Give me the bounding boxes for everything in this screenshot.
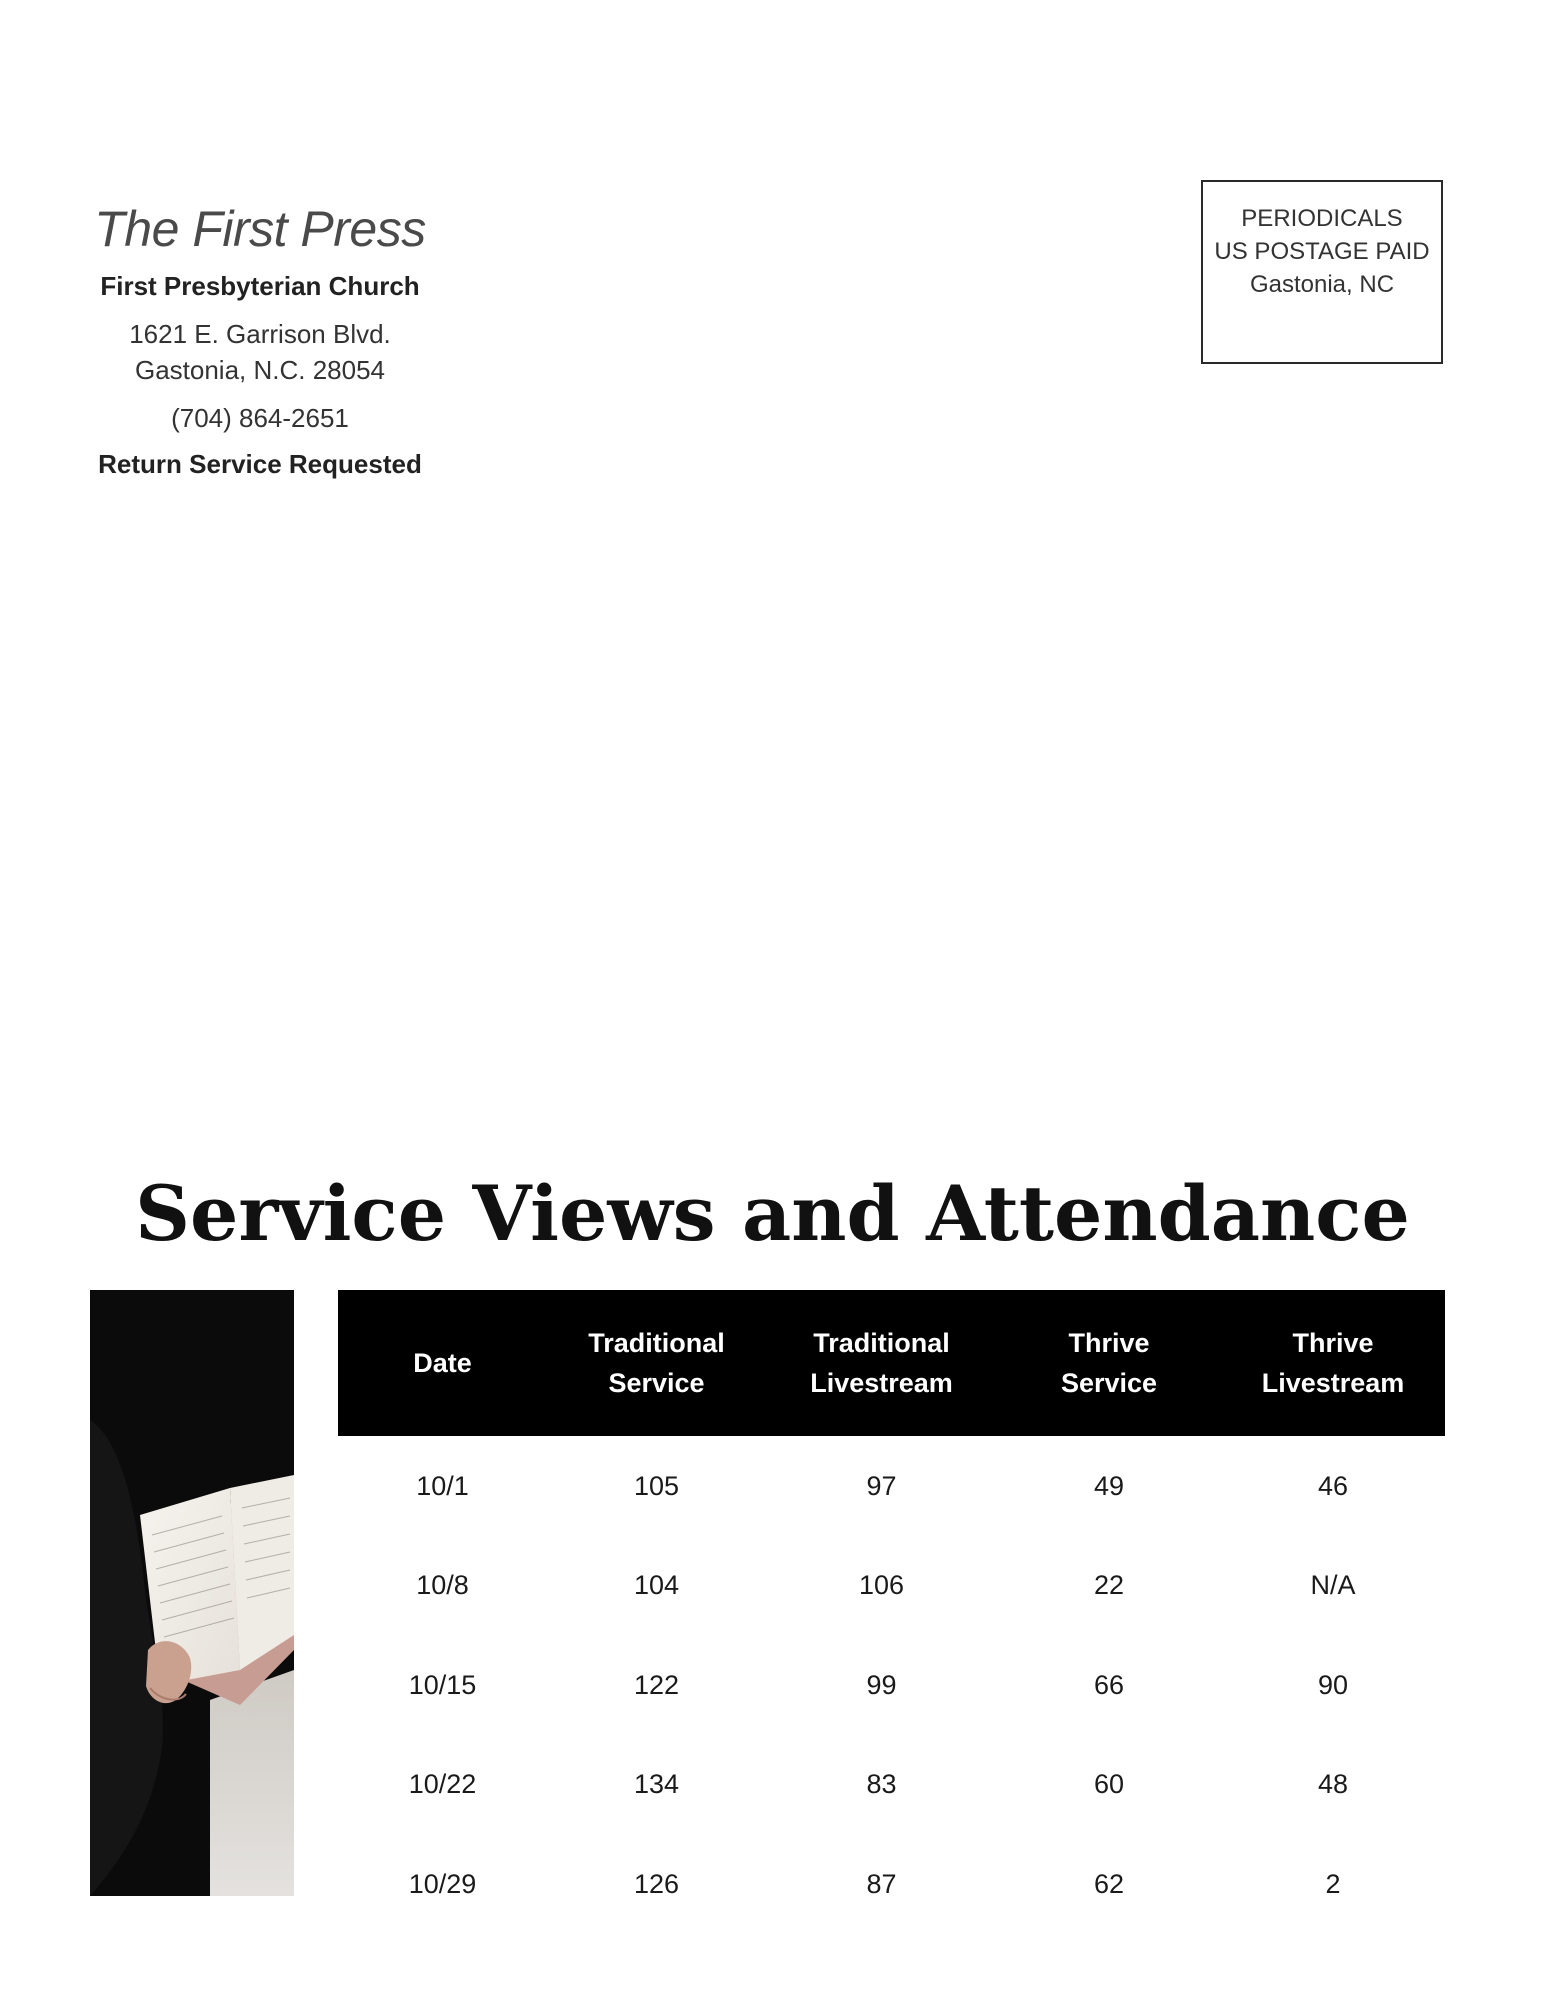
table-row — [338, 1436, 1445, 1536]
city-state-zip: Gastonia, N.C. 28054 — [134, 355, 386, 385]
publication-title: The First Press — [94, 201, 426, 257]
cell-date: 10/8 — [416, 1570, 469, 1601]
indicia-line-3: Gastonia, NC — [1249, 270, 1395, 298]
cell-thrive-service: 66 — [1093, 1669, 1125, 1700]
indicia-line-1: PERIODICALS — [1241, 204, 1403, 232]
street-address: 1621 E. Garrison Blvd. — [129, 319, 391, 349]
cell-thrive-service: 49 — [1093, 1470, 1125, 1501]
cell-thrive-livestream: 48 — [1317, 1769, 1349, 1800]
cell-thrive-service: 62 — [1093, 1868, 1125, 1899]
cell-traditional-service: 126 — [633, 1868, 680, 1899]
cell-date: 10/15 — [408, 1669, 477, 1700]
header-traditional-service: Traditional Service — [588, 1328, 725, 1398]
cell-thrive-livestream: N/A — [1310, 1570, 1356, 1601]
return-address-block — [60, 198, 460, 482]
cell-date: 10/1 — [416, 1470, 469, 1501]
cell-thrive-livestream: 2 — [1325, 1868, 1341, 1899]
cell-thrive-service: 22 — [1093, 1570, 1125, 1601]
table-row — [338, 1536, 1445, 1636]
return-service-endorsement: Return Service Requested — [98, 449, 422, 479]
table-row — [338, 1735, 1445, 1835]
section-title: Service Views and Attendance — [135, 1169, 1410, 1258]
cell-traditional-livestream: 99 — [866, 1669, 897, 1700]
postage-indicia — [1201, 180, 1443, 364]
phone-number: (704) 864-2651 — [171, 403, 349, 433]
cell-traditional-livestream: 87 — [866, 1868, 897, 1899]
cell-traditional-livestream: 97 — [866, 1470, 897, 1501]
header-thrive-livestream: Thrive Livestream — [1261, 1328, 1405, 1398]
header-date: Date — [413, 1348, 472, 1378]
cell-traditional-service: 122 — [633, 1669, 680, 1700]
cell-date: 10/22 — [408, 1769, 477, 1800]
cell-traditional-livestream: 106 — [858, 1570, 905, 1601]
table-row — [338, 1636, 1445, 1736]
organization-name: First Presbyterian Church — [100, 271, 420, 301]
indicia-line-2: US POSTAGE PAID — [1214, 237, 1430, 265]
cell-traditional-service: 104 — [633, 1570, 680, 1601]
cell-thrive-livestream: 46 — [1317, 1470, 1349, 1501]
header-thrive-service: Thrive Service — [1060, 1328, 1158, 1398]
table-header-row — [338, 1290, 1445, 1436]
table-row — [338, 1835, 1445, 1935]
cell-traditional-service: 105 — [633, 1470, 680, 1501]
cell-thrive-service: 60 — [1093, 1769, 1125, 1800]
hymnal-photo-icon — [90, 1290, 294, 1896]
hymnal-photo — [90, 1290, 294, 1896]
cell-thrive-livestream: 90 — [1317, 1669, 1349, 1700]
attendance-table — [338, 1290, 1445, 1934]
cell-traditional-service: 134 — [633, 1769, 680, 1800]
cell-date: 10/29 — [408, 1868, 477, 1899]
cell-traditional-livestream: 83 — [866, 1769, 897, 1800]
header-traditional-livestream: Traditional Livestream — [810, 1328, 953, 1398]
